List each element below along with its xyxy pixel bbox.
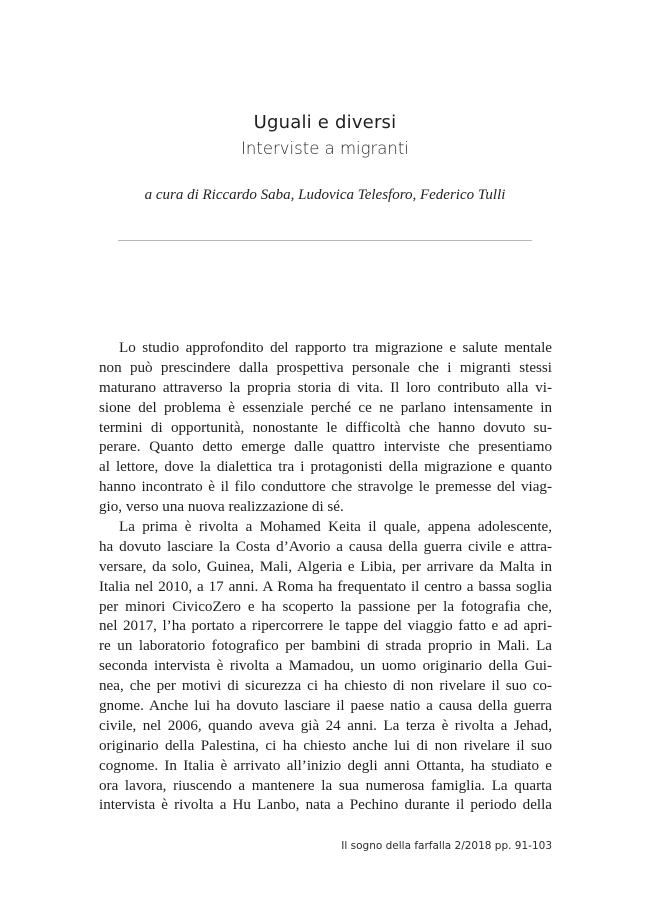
body-line: maturano attraverso la propria storia di vita. Il loro contributo alla vi- (99, 379, 552, 396)
body-line: La prima è rivolta a Mohamed Keita il quale, appena adolescente, (119, 519, 552, 536)
page-footer-citation: Il sogno della farfalla 2/2018 pp. 91-103 (341, 840, 552, 852)
body-line: Lo studio approfondito del rapporto tra migrazione e salute mentale (119, 340, 552, 356)
separator-rule (118, 240, 532, 241)
article-editors: a cura di Riccardo Saba, Ludovica Telesforo, Federico Tulli (144, 187, 506, 203)
body-line: nea, che per motivi di sicurezza ci ha chiesto di non rivelare il suo co- (99, 678, 552, 695)
body-line: seconda intervista è rivolta a Mamadou, un uomo originario della Gui- (99, 658, 552, 675)
body-line: originario della Palestina, ci ha chiesto anche lui di non rivelare il suo (99, 737, 552, 754)
body-line: civile, nel 2006, quando aveva già 24 anni. La terza è rivolta a Jehad, (99, 717, 552, 734)
article-title: Uguali e diversi (253, 112, 397, 133)
body-line: sione del problema è essenziale perché ce ne parlano intensamente in (99, 399, 552, 416)
body-line: termini di opportunità, nonostante le difficoltà che hanno dovuto su- (99, 419, 552, 436)
body-line: non può prescindere dalla prospettiva personale che i migranti stessi (99, 359, 552, 376)
body-line: gio, verso una nuova realizzazione di sé. (99, 499, 344, 516)
body-line: intervista è rivolta a Hu Lanbo, nata a Pechino durante il periodo della (99, 797, 552, 814)
body-line: Italia nel 2010, a 17 anni. A Roma ha frequentato il centro a bassa soglia (99, 578, 552, 595)
body-line: ha dovuto lasciare la Costa d’Avorio a causa della guerra civile e attra- (99, 538, 552, 555)
body-line: per minori CivicoZero e ha scoperto la passione per la fotografia che, (99, 598, 552, 615)
article-subtitle: Interviste a migranti (241, 139, 409, 158)
article-body (99, 339, 552, 816)
body-line: re un laboratorio fotografico per bambini di strada proprio in Mali. La (99, 638, 552, 655)
body-line: versare, da solo, Guinea, Mali, Algeria e Libia, per arrivare da Malta in (99, 558, 552, 575)
body-line: cognome. In Italia è arrivato all’inizio degli anni Ottanta, ha studiato e (99, 757, 552, 774)
body-line: nel 2017, l’ha portato a ripercorrere le tappe del viaggio fatto e ad apri- (99, 618, 552, 635)
body-line: ora lavora, riuscendo a mantenere la sua numerosa famiglia. La quarta (99, 777, 552, 794)
body-line: hanno incontrato è il filo conduttore che stravolge le premesse del viag- (99, 479, 552, 496)
body-line: al lettore, dove la dialettica tra i protagonisti della migrazione e quanto (99, 459, 552, 476)
body-line: gnome. Anche lui ha dovuto lasciare il paese natio a causa della guerra (99, 698, 552, 715)
body-line: perare. Quanto detto emerge dalle quattro interviste che presentiamo (99, 439, 552, 456)
